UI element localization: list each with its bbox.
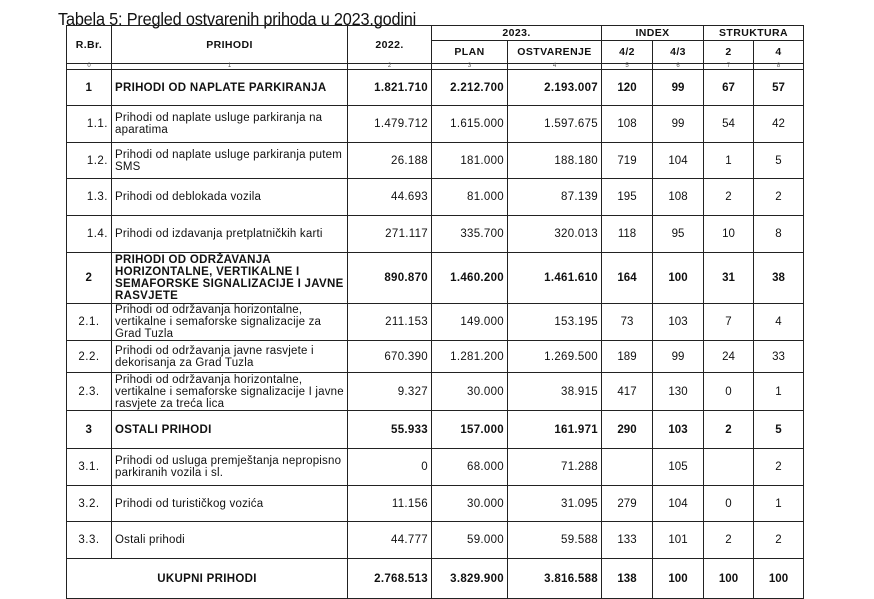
struktura-4: 4 [754, 304, 804, 341]
total-index-4-2: 138 [602, 559, 653, 599]
row-number: 3 [67, 411, 112, 449]
index-4-3: 103 [653, 411, 704, 449]
value-ostvarenje-2023: 188.180 [508, 143, 602, 179]
index-4-2: 189 [602, 341, 653, 373]
struktura-2: 24 [704, 341, 754, 373]
row-description: PRIHODI OD ODRŽAVANJA HORIZONTALNE, VERTIKALNE I SEMAFORSKE SIGNALIZACIJE I JAVNE RASVJETE [112, 253, 348, 304]
struktura-2 [704, 449, 754, 486]
struktura-4: 5 [754, 411, 804, 449]
struktura-4: 2 [754, 522, 804, 559]
row-description: Prihodi od održavanja horizontalne, vertikalne i semaforske signalizacije I javne rasvjete za treća lica [112, 373, 348, 411]
column-number: 4 [508, 64, 602, 70]
total-label: UKUPNI PRIHODI [67, 559, 348, 599]
index-4-2: 417 [602, 373, 653, 411]
value-2022: 1.479.712 [348, 106, 432, 143]
value-ostvarenje-2023: 1.461.610 [508, 253, 602, 304]
value-2022: 211.153 [348, 304, 432, 341]
struktura-4: 42 [754, 106, 804, 143]
value-plan-2023: 81.000 [432, 179, 508, 216]
index-4-3: 99 [653, 341, 704, 373]
struktura-4: 38 [754, 253, 804, 304]
index-4-2: 719 [602, 143, 653, 179]
index-4-2: 290 [602, 411, 653, 449]
row-number: 3.2. [67, 486, 112, 522]
value-ostvarenje-2023: 320.013 [508, 216, 602, 253]
struktura-2: 31 [704, 253, 754, 304]
row-number: 1.2. [67, 143, 112, 179]
header-index-4-2: 4/2 [602, 41, 653, 64]
index-4-3: 100 [653, 253, 704, 304]
table-row [67, 522, 804, 559]
value-ostvarenje-2023: 71.288 [508, 449, 602, 486]
value-ostvarenje-2023: 59.588 [508, 522, 602, 559]
column-number: 7 [704, 64, 754, 70]
row-number: 1.4. [67, 216, 112, 253]
struktura-2: 67 [704, 70, 754, 106]
value-2022: 9.327 [348, 373, 432, 411]
row-description: Prihodi od održavanja javne rasvjete i dekorisanja za Grad Tuzla [112, 341, 348, 373]
table-row [67, 486, 804, 522]
row-description: Prihodi od deblokada vozila [112, 179, 348, 216]
index-4-3: 104 [653, 143, 704, 179]
header-struktura-2: 2 [704, 41, 754, 64]
header-prihodi: PRIHODI [112, 26, 348, 64]
header-2022: 2022. [348, 26, 432, 64]
struktura-4: 1 [754, 486, 804, 522]
index-4-2: 108 [602, 106, 653, 143]
column-number: 2 [348, 64, 432, 70]
row-description: Prihodi od turističkog vozića [112, 486, 348, 522]
table-row [67, 216, 804, 253]
table-row [67, 449, 804, 486]
header-ostvarenje: OSTVARENJE [508, 41, 602, 64]
row-description: OSTALI PRIHODI [112, 411, 348, 449]
total-ostvarenje: 3.816.588 [508, 559, 602, 599]
struktura-4: 1 [754, 373, 804, 411]
value-plan-2023: 2.212.700 [432, 70, 508, 106]
value-plan-2023: 181.000 [432, 143, 508, 179]
column-number: 5 [602, 64, 653, 70]
header-struktura-4: 4 [754, 41, 804, 64]
value-ostvarenje-2023: 2.193.007 [508, 70, 602, 106]
struktura-2: 0 [704, 486, 754, 522]
index-4-2 [602, 449, 653, 486]
total-index-4-3: 100 [653, 559, 704, 599]
row-description: PRIHODI OD NAPLATE PARKIRANJA [112, 70, 348, 106]
header-index: INDEX [602, 26, 704, 41]
value-plan-2023: 68.000 [432, 449, 508, 486]
column-number: 8 [754, 64, 804, 70]
index-4-3: 101 [653, 522, 704, 559]
value-plan-2023: 1.460.200 [432, 253, 508, 304]
row-description: Prihodi od izdavanja pretplatničkih karti [112, 216, 348, 253]
value-ostvarenje-2023: 38.915 [508, 373, 602, 411]
value-plan-2023: 59.000 [432, 522, 508, 559]
struktura-2: 7 [704, 304, 754, 341]
row-description: Prihodi od naplate usluge parkiranja putem SMS [112, 143, 348, 179]
index-4-3: 104 [653, 486, 704, 522]
struktura-2: 2 [704, 411, 754, 449]
header-plan: PLAN [432, 41, 508, 64]
struktura-2: 2 [704, 179, 754, 216]
struktura-4: 57 [754, 70, 804, 106]
row-number: 2.1. [67, 304, 112, 341]
struktura-4: 5 [754, 143, 804, 179]
struktura-4: 2 [754, 179, 804, 216]
value-plan-2023: 30.000 [432, 486, 508, 522]
value-2022: 1.821.710 [348, 70, 432, 106]
value-2022: 670.390 [348, 341, 432, 373]
value-ostvarenje-2023: 1.269.500 [508, 341, 602, 373]
index-4-3: 105 [653, 449, 704, 486]
index-4-3: 99 [653, 106, 704, 143]
column-number: 0 [67, 64, 112, 70]
index-4-2: 118 [602, 216, 653, 253]
index-4-3: 130 [653, 373, 704, 411]
value-ostvarenje-2023: 1.597.675 [508, 106, 602, 143]
value-2022: 26.188 [348, 143, 432, 179]
section-row [67, 411, 804, 449]
struktura-4: 2 [754, 449, 804, 486]
index-4-2: 73 [602, 304, 653, 341]
section-row [67, 253, 804, 304]
value-ostvarenje-2023: 31.095 [508, 486, 602, 522]
value-ostvarenje-2023: 87.139 [508, 179, 602, 216]
row-number: 2.3. [67, 373, 112, 411]
table-caption: Tabela 5: Pregled ostvarenih prihoda u 2023.godini [58, 9, 417, 29]
header-rbr: R.Br. [67, 26, 112, 64]
index-4-2: 195 [602, 179, 653, 216]
table-row [67, 179, 804, 216]
row-number: 1.3. [67, 179, 112, 216]
row-description: Prihodi od održavanja horizontalne, vertikalne i semaforske signalizacije za Grad Tuzla [112, 304, 348, 341]
row-number: 2 [67, 253, 112, 304]
struktura-2: 1 [704, 143, 754, 179]
header-2023: 2023. [432, 26, 602, 41]
index-4-3: 99 [653, 70, 704, 106]
struktura-2: 10 [704, 216, 754, 253]
value-plan-2023: 149.000 [432, 304, 508, 341]
total-plan: 3.829.900 [432, 559, 508, 599]
row-description: Prihodi od naplate usluge parkiranja na aparatima [112, 106, 348, 143]
row-number: 1 [67, 70, 112, 106]
total-struktura-2: 100 [704, 559, 754, 599]
struktura-2: 0 [704, 373, 754, 411]
table-row [67, 373, 804, 411]
index-4-2: 164 [602, 253, 653, 304]
value-plan-2023: 335.700 [432, 216, 508, 253]
index-4-3: 103 [653, 304, 704, 341]
row-number: 2.2. [67, 341, 112, 373]
section-row [67, 70, 804, 106]
index-4-2: 279 [602, 486, 653, 522]
value-ostvarenje-2023: 153.195 [508, 304, 602, 341]
value-2022: 55.933 [348, 411, 432, 449]
index-4-3: 108 [653, 179, 704, 216]
struktura-2: 2 [704, 522, 754, 559]
row-number: 3.1. [67, 449, 112, 486]
value-2022: 44.777 [348, 522, 432, 559]
header-struktura: STRUKTURA [704, 26, 804, 41]
table-row [67, 143, 804, 179]
index-4-2: 120 [602, 70, 653, 106]
header-index-4-3: 4/3 [653, 41, 704, 64]
total-2022: 2.768.513 [348, 559, 432, 599]
row-description: Prihodi od usluga premještanja nepropisno parkiranih vozila i sl. [112, 449, 348, 486]
value-2022: 11.156 [348, 486, 432, 522]
struktura-4: 8 [754, 216, 804, 253]
value-plan-2023: 1.615.000 [432, 106, 508, 143]
revenue-table [66, 25, 804, 599]
index-4-2: 133 [602, 522, 653, 559]
value-2022: 271.117 [348, 216, 432, 253]
row-number: 3.3. [67, 522, 112, 559]
column-number: 6 [653, 64, 704, 70]
column-number: 3 [432, 64, 508, 70]
value-plan-2023: 1.281.200 [432, 341, 508, 373]
value-2022: 0 [348, 449, 432, 486]
total-struktura-4: 100 [754, 559, 804, 599]
column-number: 1 [112, 64, 348, 70]
struktura-2: 54 [704, 106, 754, 143]
table-row [67, 106, 804, 143]
table-row [67, 304, 804, 341]
value-2022: 890.870 [348, 253, 432, 304]
table-row [67, 341, 804, 373]
value-ostvarenje-2023: 161.971 [508, 411, 602, 449]
value-plan-2023: 30.000 [432, 373, 508, 411]
value-2022: 44.693 [348, 179, 432, 216]
struktura-4: 33 [754, 341, 804, 373]
row-number: 1.1. [67, 106, 112, 143]
total-row [67, 559, 804, 599]
value-plan-2023: 157.000 [432, 411, 508, 449]
row-description: Ostali prihodi [112, 522, 348, 559]
index-4-3: 95 [653, 216, 704, 253]
